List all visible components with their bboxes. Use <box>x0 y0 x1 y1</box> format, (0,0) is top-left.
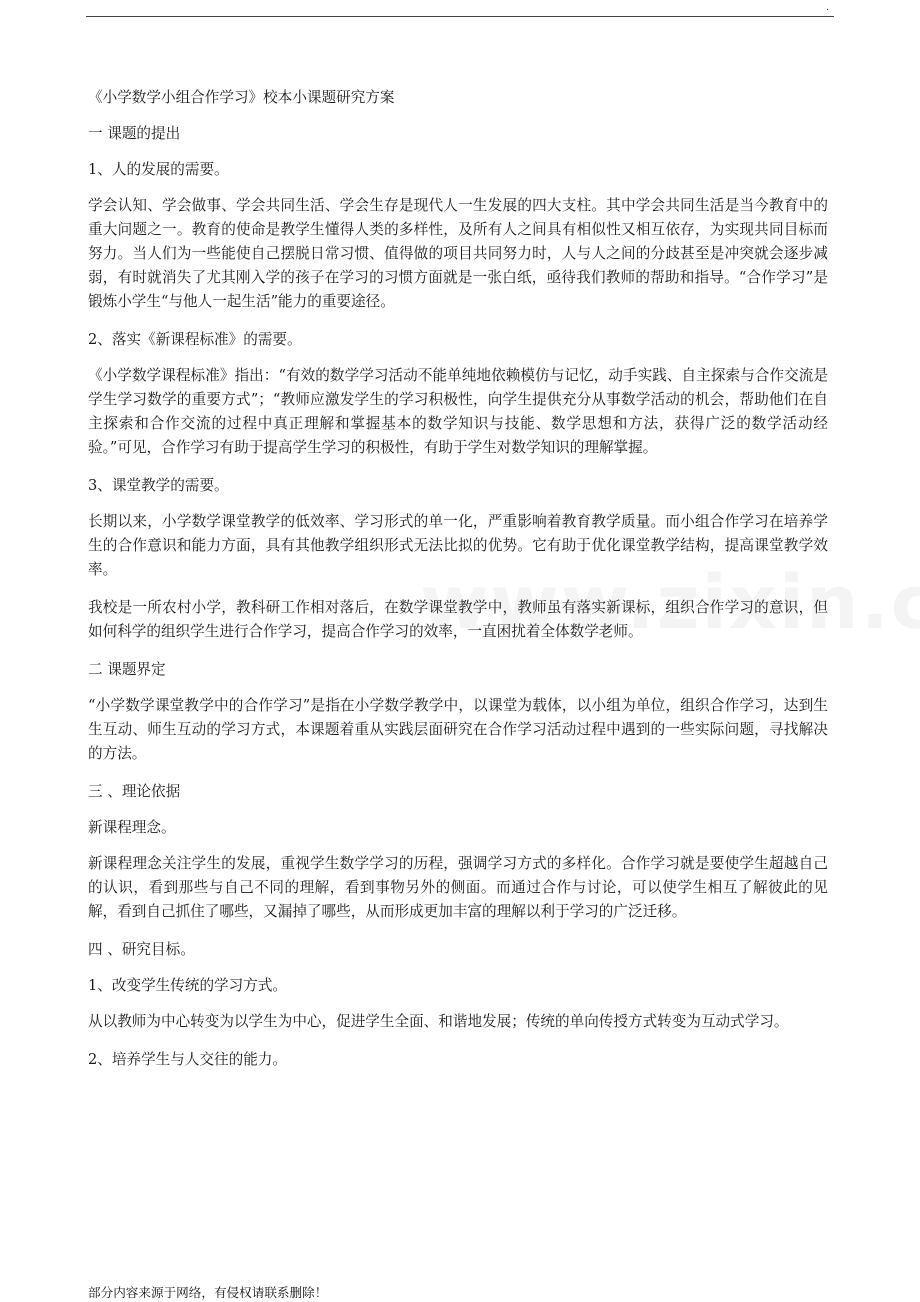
body-paragraph: 从以教师为中心转变为以学生为中心，促进学生全面、和谐地发展；传统的单向传授方式转变为互动式学习。 <box>88 1013 789 1030</box>
header-mark: . <box>826 2 830 13</box>
body-paragraph: 学会认知、学会做事、学会共同生活、学会生存是现代人一生发展的四大支柱。其中学会共同生活是当今教育中的重大问题之一。教育的使命是教学生懂得人类的多样性，及所有人之间具有相似性又相互依存，为实现共同目标而努力。当人们为一些能使自己摆脱日常习惯、值得做的项目共同努力时，人与人之间的分歧甚至是冲突就会逐步减弱，有时就消失了尤其刚入学的孩子在学习的习惯方面就是一张白纸，亟待我们教师的帮助和指导。“合作学习”是锻炼小学生“与他人一起生活”能力的重要途径。 <box>88 197 828 310</box>
subsection-heading: 3、课堂教学的需要。 <box>88 477 229 494</box>
section-heading: 四 、研究目标。 <box>88 941 195 958</box>
footer-note: 部分内容来源于网络，有侵权请联系删除！ <box>88 1285 328 1300</box>
body-paragraph: 《小学数学课程标准》指出：“有效的数学学习活动不能单纯地依赖模仿与记忆，动手实践、自主探索与合作交流是学生学习数学的重要方式”；“教师应激发学生的学习积极性，向学生提供充分从事数学活动的机会，帮助他们在自主探索和合作交流的过程中真正理解和掌握基本的数学知识与技能、数学思想和方法，获得广泛的数学活动经验。”可见，合作学习有助于提高学生学习的积极性，有助于学生对数学知识的理解掌握。 <box>88 367 828 456</box>
body-paragraph: 我校是一所农村小学，教科研工作相对落后，在数学课堂教学中，教师虽有落实新课标，组织合作学习的意识，但如何科学的组织学生进行合作学习，提高合作学习的效率，一直困扰着全体数学老师。 <box>88 599 828 640</box>
section-heading: 一 课题的提出 <box>88 125 181 142</box>
subsection-heading: 2、落实《新课程标准》的需要。 <box>88 331 302 348</box>
header-rule <box>86 16 834 17</box>
body-paragraph: “小学数学课堂教学中的合作学习”是指在小学数学教学中，以课堂为载体，以小组为单位，组织合作学习，达到生生互动、师生互动的学习方式，本课题着重从实践层面研究在合作学习活动过程中遇到的一些实际问题，寻找解决的方法。 <box>88 697 828 762</box>
section-heading: 二 课题界定 <box>88 661 166 678</box>
document-body <box>88 86 828 1084</box>
subsection-heading: 1、改变学生传统的学习方式。 <box>88 977 288 994</box>
body-paragraph: 新课程理念关注学生的发展，重视学生数学学习的历程，强调学习方式的多样化。合作学习就是要使学生超越自己的认识，看到那些与自己不同的理解，看到事物另外的侧面。而通过合作与讨论，可以使学生相互了解彼此的见解，看到自己抓住了哪些，又漏掉了哪些，从而形成更加丰富的理解以利于学习的广泛迁移。 <box>88 855 828 920</box>
subsection-heading: 2、培养学生与人交往的能力。 <box>88 1051 288 1068</box>
body-paragraph: 长期以来，小学数学课堂教学的低效率、学习形式的单一化，严重影响着教育教学质量。而小组合作学习在培养学生的合作意识和能力方面，具有其他教学组织形式无法比拟的优势。它有助于优化课堂教学结构，提高课堂教学效率。 <box>88 513 828 578</box>
subsection-heading: 1、人的发展的需要。 <box>88 161 229 178</box>
document-title: 《小学数学小组合作学习》校本小课题研究方案 <box>88 89 395 106</box>
subsection-heading: 新课程理念。 <box>88 819 176 836</box>
section-heading: 三 、理论依据 <box>88 783 181 800</box>
